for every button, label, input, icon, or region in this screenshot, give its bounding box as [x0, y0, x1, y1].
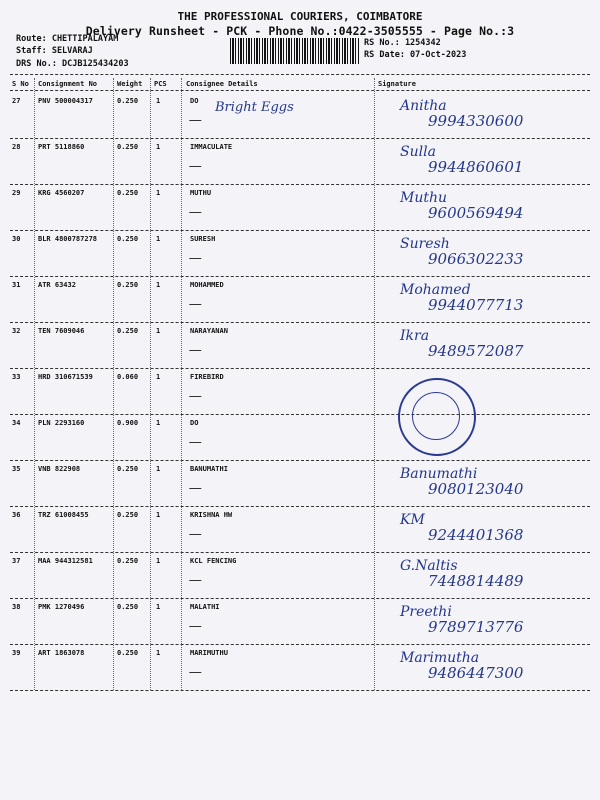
row-consignee: IMMACULATE [190, 143, 233, 151]
row-sno: 32 [12, 327, 21, 335]
row-consignment-no: PLN 2293160 [38, 419, 85, 427]
tick-mark [189, 438, 203, 443]
row-weight: 0.250 [117, 235, 139, 243]
drs-number: DRS No.: DCJB125434203 [16, 59, 129, 69]
row-sno: 38 [12, 603, 21, 611]
row-consignee: NARAYANAN [190, 327, 228, 335]
row-pcs: 1 [156, 603, 161, 611]
row-sno: 34 [12, 419, 21, 427]
row-sno: 39 [12, 649, 21, 657]
tick-mark [189, 392, 203, 397]
barcode-image [230, 38, 360, 64]
signature-phone: 9080123040 [428, 480, 524, 498]
row-consignee: FIREBIRD [190, 373, 224, 381]
row-pcs: 1 [156, 557, 161, 565]
row-sno: 27 [12, 97, 21, 105]
table-row [0, 554, 600, 600]
table-row [0, 278, 600, 324]
table-row [0, 462, 600, 508]
row-sno: 36 [12, 511, 21, 519]
row-consignment-no: ART 1863078 [38, 649, 85, 657]
row-consignment-no: TEN 7609046 [38, 327, 85, 335]
row-consignment-no: PRT 5118860 [38, 143, 85, 151]
signature-phone: 9944077713 [428, 296, 524, 314]
row-weight: 0.250 [117, 97, 139, 105]
col-pcs: PCS [154, 80, 167, 88]
signature-phone: 9486447300 [428, 664, 524, 682]
signature-phone: 7448814489 [428, 572, 524, 590]
row-consignee: MARIMUTHU [190, 649, 228, 657]
row-sno: 37 [12, 557, 21, 565]
staff-label: Staff: SELVARAJ [16, 46, 93, 56]
signature-phone: 9489572087 [428, 342, 524, 360]
row-divider [10, 230, 590, 231]
row-divider [10, 460, 590, 461]
row-consignment-no: MAA 944312581 [38, 557, 93, 565]
row-consignment-no: HRD 310671539 [38, 373, 93, 381]
row-divider [10, 138, 590, 139]
signature-name: Sulla [400, 144, 436, 160]
table-row [0, 94, 600, 140]
signature-phone: 9244401368 [428, 526, 524, 544]
row-divider [10, 276, 590, 277]
row-consignment-no: KRG 4560207 [38, 189, 85, 197]
signature-phone: 9789713776 [428, 618, 524, 636]
signature-name: Anitha [400, 98, 447, 114]
tick-mark [189, 116, 203, 121]
table-row [0, 600, 600, 646]
row-consignee: KRISHNA HW [190, 511, 233, 519]
signature-name: Preethi [400, 604, 452, 620]
row-sno: 30 [12, 235, 21, 243]
row-divider [10, 506, 590, 507]
header-top-rule [10, 74, 590, 75]
rs-date: RS Date: 07-Oct-2023 [364, 50, 467, 60]
table-row [0, 508, 600, 554]
row-consignee: SURESH [190, 235, 216, 243]
tick-mark [189, 530, 203, 535]
row-pcs: 1 [156, 189, 161, 197]
tick-mark [189, 162, 203, 167]
col-weight: Weight [117, 80, 143, 88]
row-consignment-no: BLR 4800787278 [38, 235, 98, 243]
company-stamp [398, 378, 476, 456]
row-consignee: MUTHU [190, 189, 212, 197]
signature-phone: 9600569494 [428, 204, 524, 222]
row-consignee: MALATHI [190, 603, 220, 611]
row-weight: 0.060 [117, 373, 139, 381]
tick-mark [189, 622, 203, 627]
row-weight: 0.250 [117, 649, 139, 657]
row-divider [10, 598, 590, 599]
signature-name: Muthu [400, 190, 448, 206]
signature-name: Marimutha [400, 650, 480, 666]
table-row [0, 186, 600, 232]
row-consignment-no: ATR 63432 [38, 281, 76, 289]
row-weight: 0.250 [117, 511, 139, 519]
col-signature: Signature [378, 80, 416, 88]
row-pcs: 1 [156, 373, 161, 381]
tick-mark [189, 668, 203, 673]
row-consignee: BANUMATHI [190, 465, 228, 473]
col-consignment: Consignment No [38, 80, 98, 88]
tick-mark [189, 484, 203, 489]
table-row [0, 140, 600, 186]
signature-name: Mohamed [400, 282, 471, 298]
row-consignment-no: PNV 500004317 [38, 97, 93, 105]
row-consignment-no: TRZ 61008455 [38, 511, 89, 519]
signature-phone: 9944860601 [428, 158, 524, 176]
row-consignment-no: VNB 822908 [38, 465, 81, 473]
row-weight: 0.250 [117, 327, 139, 335]
row-sno: 28 [12, 143, 21, 151]
row-weight: 0.250 [117, 465, 139, 473]
row-pcs: 1 [156, 327, 161, 335]
row-weight: 0.250 [117, 143, 139, 151]
row-consignee: MOHAMMED [190, 281, 224, 289]
table-row [0, 646, 600, 692]
col-sno: S No [12, 80, 29, 88]
row-sno: 33 [12, 373, 21, 381]
col-consignee: Consignee Details [186, 80, 258, 88]
row-pcs: 1 [156, 511, 161, 519]
row-weight: 0.900 [117, 419, 139, 427]
table-row [0, 416, 600, 462]
row-consignee: KCL FENCING [190, 557, 237, 565]
tick-mark [189, 346, 203, 351]
row-pcs: 1 [156, 419, 161, 427]
row-weight: 0.250 [117, 557, 139, 565]
row-consignee: DO [190, 419, 199, 427]
row-divider [10, 322, 590, 323]
row-sno: 29 [12, 189, 21, 197]
row-divider [10, 690, 590, 691]
row-sno: 35 [12, 465, 21, 473]
row-weight: 0.250 [117, 281, 139, 289]
row-consignment-no: PMK 1270496 [38, 603, 85, 611]
company-title: THE PROFESSIONAL COURIERS, COIMBATORE [177, 10, 423, 23]
tick-mark [189, 254, 203, 259]
row-divider [10, 552, 590, 553]
table-row [0, 370, 600, 416]
row-divider [10, 414, 590, 415]
signature-name: KM [400, 512, 425, 528]
signature-name: Ikra [400, 328, 430, 344]
table-row [0, 324, 600, 370]
route-label: Route: CHETTIPALAYAM [16, 34, 119, 44]
runsheet-title: Delivery Runsheet - PCK - Phone No.:0422-3505555 - Page No.:3 [85, 24, 515, 38]
tick-mark [189, 208, 203, 213]
rs-number: RS No.: 1254342 [364, 38, 441, 48]
row-pcs: 1 [156, 465, 161, 473]
row-pcs: 1 [156, 649, 161, 657]
row-pcs: 1 [156, 143, 161, 151]
row-pcs: 1 [156, 235, 161, 243]
row-weight: 0.250 [117, 603, 139, 611]
tick-mark [189, 300, 203, 305]
handwritten-note: Bright Eggs [215, 100, 294, 115]
row-weight: 0.250 [117, 189, 139, 197]
row-consignee: DO [190, 97, 199, 105]
tick-mark [189, 576, 203, 581]
signature-name: Suresh [400, 236, 450, 252]
row-sno: 31 [12, 281, 21, 289]
row-pcs: 1 [156, 281, 161, 289]
signature-name: Banumathi [400, 466, 478, 482]
row-divider [10, 644, 590, 645]
table-row [0, 232, 600, 278]
header-bottom-rule [10, 90, 590, 91]
row-divider [10, 184, 590, 185]
signature-phone: 9994330600 [428, 112, 524, 130]
signature-name: G.Naltis [400, 558, 458, 574]
row-pcs: 1 [156, 97, 161, 105]
row-divider [10, 368, 590, 369]
signature-phone: 9066302233 [428, 250, 524, 268]
